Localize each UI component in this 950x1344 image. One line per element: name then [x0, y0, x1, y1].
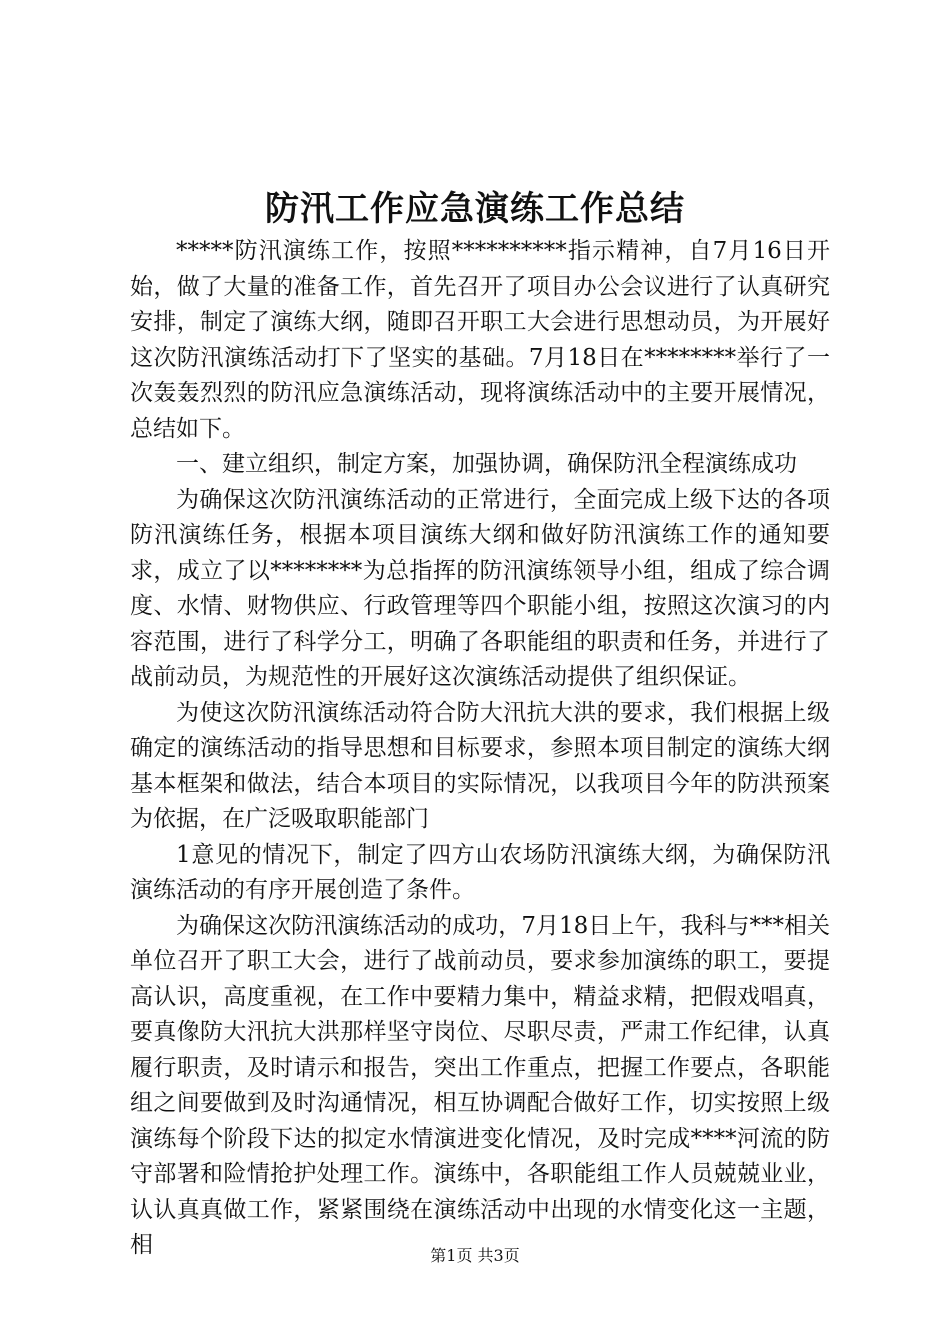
paragraph-intro: *****防汛演练工作，按照**********指示精神，自7月16日开始，做了大量的准备工作，首先召开了项目办公会议进行了认真研究安排，制定了演练大纲，随即召开职工大会进行思想动员，为开展好这次防汛演练活动打下了坚实的基础。7月18日在********举行了一次轰轰烈烈的防汛应急演练活动，现将演练活动中的主要开展情况，总结如下。	[130, 238, 830, 442]
document-body	[130, 234, 830, 1264]
paragraph-organization: 为确保这次防汛演练活动的正常进行，全面完成上级下达的各项防汛演练任务，根据本项目演练大纲和做好防汛演练工作的通知要求，成立了以********为总指挥的防汛演练领导小组，组成了综合调度、水情、财物供应、行政管理等四个职能小组，按照这次演习的内容范围，进行了科学分工，明确了各职能组的职责和任务，并进行了战前动员，为规范性的开展好这次演练活动提供了组织保证。	[130, 486, 830, 690]
paragraph-plan-continued: 1意见的情况下，制定了四方山农场防汛演练大纲，为确保防汛演练活动的有序开展创造了条件。	[130, 841, 830, 903]
section-heading-1: 一、建立组织，制定方案，加强协调，确保防汛全程演练成功	[176, 451, 797, 477]
document-title: 防汛工作应急演练工作总结	[265, 189, 685, 229]
page-footer: 第1页 共3页	[430, 1246, 520, 1265]
paragraph-plan: 为使这次防汛演练活动符合防大汛抗大洪的要求，我们根据上级确定的演练活动的指导思想和目标要求，参照本项目制定的演练大纲基本框架和做法，结合本项目的实际情况，以我项目今年的防洪预案为依据，在广泛吸取职能部门	[130, 699, 830, 832]
paragraph-mobilization: 为确保这次防汛演练活动的成功，7月18日上午，我科与***相关单位召开了职工大会，进行了战前动员，要求参加演练的职工，要提高认识，高度重视，在工作中要精力集中，精益求精，把假戏唱真，要真像防大汛抗大洪那样坚守岗位、尽职尽责，严肃工作纪律，认真履行职责，及时请示和报告，突出工作重点，把握工作要点，各职能组之间要做到及时沟通情况，相互协调配合做好工作，切实按照上级演练每个阶段下达的拟定水情演进变化情况，及时完成****河流的防守部署和险情抢护处理工作。演练中，各职能组工作人员兢兢业业，认认真真做工作，紧紧围绕在演练活动中出现的水情变化这一主题，相	[130, 912, 830, 1258]
